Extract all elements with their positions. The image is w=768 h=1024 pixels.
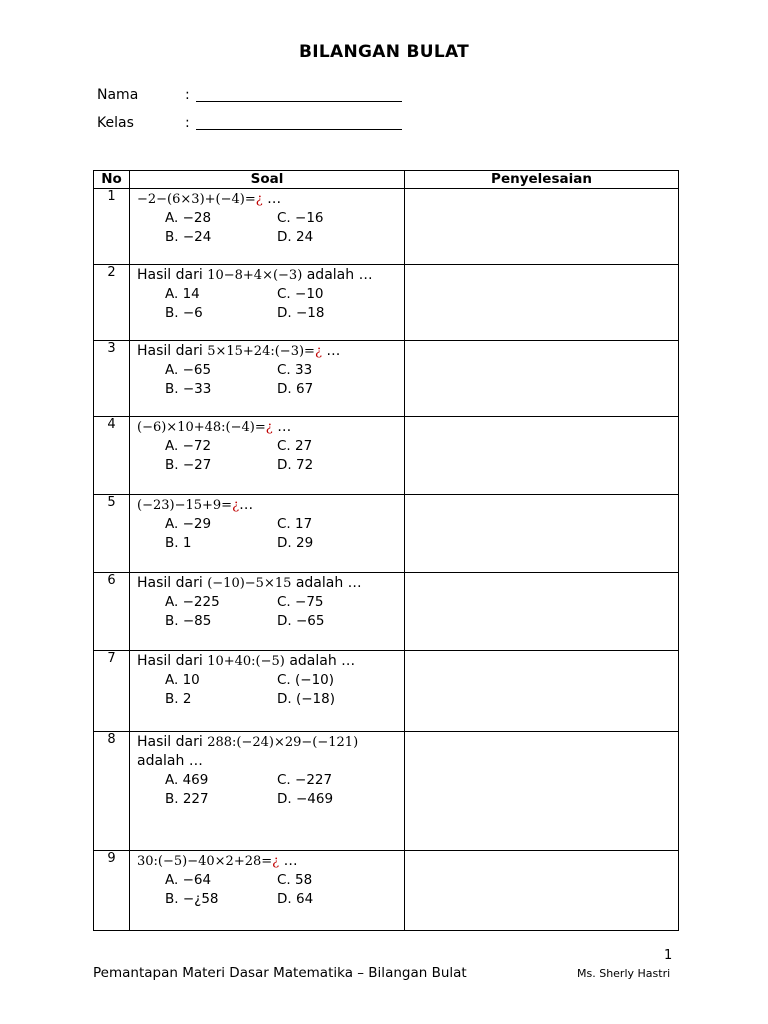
math-expression: −2−(6×3)+(−4)=	[137, 192, 256, 207]
option-a: A. −29	[165, 516, 212, 532]
option-a: A. −65	[165, 362, 212, 378]
option-d: D. 67	[277, 381, 314, 397]
option-a: A. −72	[165, 438, 212, 454]
question-stem	[137, 496, 404, 515]
math-expression: 30:(−5)−40×2+28=	[137, 854, 273, 869]
table-header-row	[94, 171, 679, 189]
question-cell	[130, 265, 405, 341]
question-suffix: …	[239, 497, 254, 513]
math-expression: 10+40:(−5)	[207, 654, 285, 669]
unknown-mark: ¿	[255, 192, 263, 207]
question-prefix: Hasil dari	[137, 653, 208, 669]
answer-cell[interactable]	[405, 573, 679, 651]
footer-title: Pemantapan Materi Dasar Matematika – Bilangan Bulat	[93, 965, 467, 981]
option-b: B. −¿58	[165, 891, 219, 907]
table-row	[94, 651, 679, 732]
nama-separator: :	[185, 87, 190, 103]
option-a: A. 10	[165, 672, 200, 688]
unknown-mark: ¿	[232, 498, 240, 513]
question-suffix: …	[272, 419, 292, 435]
option-b: B. −27	[165, 457, 212, 473]
table-row	[94, 417, 679, 495]
option-b: B. 1	[165, 535, 192, 551]
kelas-blank-line[interactable]	[196, 115, 402, 130]
question-table	[93, 170, 679, 931]
question-number: 1	[94, 189, 130, 265]
question-number: 8	[94, 732, 130, 851]
question-suffix: …	[262, 191, 282, 207]
question-cell	[130, 341, 405, 417]
answer-cell[interactable]	[405, 495, 679, 573]
header-no: No	[94, 171, 130, 189]
question-prefix: Hasil dari	[137, 734, 208, 750]
option-c: C. 27	[277, 438, 313, 454]
option-d: D. −18	[277, 305, 325, 321]
question-number: 5	[94, 495, 130, 573]
answer-options	[165, 593, 404, 631]
option-c: C. 58	[277, 872, 313, 888]
table-row	[94, 573, 679, 651]
option-b: B. −33	[165, 381, 212, 397]
question-stem	[137, 574, 404, 593]
option-c: C. −75	[277, 594, 324, 610]
question-suffix: adalah …	[284, 653, 356, 669]
kelas-separator: :	[185, 115, 190, 131]
option-a: A. −28	[165, 210, 212, 226]
answer-cell[interactable]	[405, 851, 679, 931]
question-continuation: adalah …	[137, 753, 203, 769]
question-suffix: …	[321, 343, 341, 359]
question-cell	[130, 495, 405, 573]
table-body	[94, 189, 679, 931]
question-stem	[137, 852, 404, 871]
question-number: 2	[94, 265, 130, 341]
question-stem	[137, 342, 404, 361]
option-c: C. −16	[277, 210, 324, 226]
question-number: 6	[94, 573, 130, 651]
answer-cell[interactable]	[405, 265, 679, 341]
option-c: C. −227	[277, 772, 333, 788]
question-number: 9	[94, 851, 130, 931]
answer-cell[interactable]	[405, 189, 679, 265]
math-expression: (−23)−15+9=	[137, 498, 233, 513]
answer-options	[165, 515, 404, 553]
option-d: D. 24	[277, 229, 314, 245]
option-a: A. 14	[165, 286, 200, 302]
table-row	[94, 341, 679, 417]
unknown-mark: ¿	[272, 854, 280, 869]
answer-options	[165, 671, 404, 709]
option-a: A. −64	[165, 872, 212, 888]
table-row	[94, 851, 679, 931]
question-stem	[137, 190, 404, 209]
option-c: C. −10	[277, 286, 324, 302]
unknown-mark: ¿	[314, 344, 322, 359]
option-d: D. 64	[277, 891, 314, 907]
question-stem	[137, 733, 404, 752]
header-penyelesaian: Penyelesaian	[405, 171, 679, 189]
table-row	[94, 495, 679, 573]
nama-field	[97, 87, 402, 103]
footer-author: Ms. Sherly Hastri	[577, 967, 671, 980]
question-cell	[130, 851, 405, 931]
answer-cell[interactable]	[405, 417, 679, 495]
table-row	[94, 189, 679, 265]
kelas-label: Kelas	[97, 115, 134, 131]
math-expression: 5×15+24:(−3)=	[207, 344, 315, 359]
page-number: 1	[664, 948, 673, 963]
option-b: B. −85	[165, 613, 212, 629]
answer-cell[interactable]	[405, 651, 679, 732]
math-expression: 10−8+4×(−3)	[207, 268, 303, 283]
question-number: 3	[94, 341, 130, 417]
question-number: 7	[94, 651, 130, 732]
kelas-field	[97, 115, 402, 131]
option-a: A. 469	[165, 772, 209, 788]
question-prefix: Hasil dari	[137, 343, 208, 359]
option-d: D. 72	[277, 457, 314, 473]
table-row	[94, 732, 679, 851]
question-number: 4	[94, 417, 130, 495]
answer-options	[165, 285, 404, 323]
question-cell	[130, 573, 405, 651]
table-row	[94, 265, 679, 341]
unknown-mark: ¿	[265, 420, 273, 435]
option-d: D. −469	[277, 791, 334, 807]
question-cell	[130, 417, 405, 495]
answer-options	[165, 209, 404, 247]
answer-options	[165, 771, 404, 809]
page-title: BILANGAN BULAT	[299, 42, 469, 62]
option-b: B. 2	[165, 691, 192, 707]
option-d: D. 29	[277, 535, 314, 551]
question-prefix: Hasil dari	[137, 267, 208, 283]
question-cell	[130, 732, 405, 851]
question-stem	[137, 266, 404, 285]
option-b: B. −6	[165, 305, 203, 321]
option-d: D. (−18)	[277, 691, 336, 707]
answer-cell[interactable]	[405, 341, 679, 417]
question-suffix: …	[279, 853, 298, 869]
option-b: B. −24	[165, 229, 212, 245]
question-suffix: adalah …	[302, 267, 373, 283]
math-expression: 288:(−24)×29−(−121)	[207, 735, 359, 750]
question-suffix: adalah …	[291, 575, 362, 591]
answer-options	[165, 437, 404, 475]
question-stem	[137, 418, 404, 437]
answer-cell[interactable]	[405, 732, 679, 851]
nama-label: Nama	[97, 87, 139, 103]
question-stem	[137, 652, 404, 671]
question-prefix: Hasil dari	[137, 575, 208, 591]
answer-options	[165, 361, 404, 399]
math-expression: (−10)−5×15	[207, 576, 292, 591]
option-c: C. 33	[277, 362, 313, 378]
question-cell	[130, 189, 405, 265]
math-expression: (−6)×10+48:(−4)=	[137, 420, 266, 435]
option-b: B. 227	[165, 791, 209, 807]
option-d: D. −65	[277, 613, 325, 629]
answer-options	[165, 871, 404, 909]
option-c: C. (−10)	[277, 672, 335, 688]
option-a: A. −225	[165, 594, 220, 610]
option-c: C. 17	[277, 516, 313, 532]
header-soal: Soal	[130, 171, 405, 189]
question-cell	[130, 651, 405, 732]
nama-blank-line[interactable]	[196, 87, 402, 102]
